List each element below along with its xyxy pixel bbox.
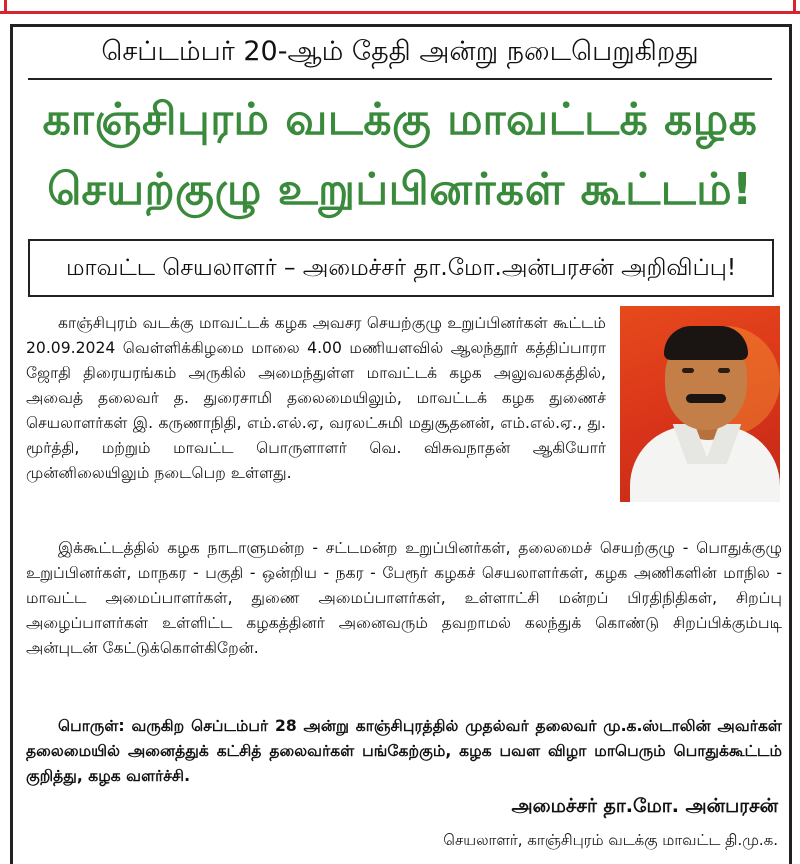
body-paragraph-2: இக்கூட்டத்தில் கழக நாடாளுமன்ற - சட்டமன்ற உறுப்பினர்கள், தலைமைச் செயற்குழு - பொதுக்குழு உறுப்பினர்கள், மாநகர - பகுதி - ஒன்றிய - நகர - பேரூர் கழகச் செயலாளர்கள், கழக அணிகளின் மாநில - மாவட்ட அமைப்பாளர்கள், துணை அமைப்பாளர்கள், உள்ளாட்சி மன்றப் பிரதிநிதிகள், சிறப்பு அழைப்பாளர்கள் உள்ளிட்ட கழகத்தினர் அனைவரும் தவறாமல் கலந்துக் கொண்டு சிறப்பிக்கும்படி அன்புடன் கேட்டுக்கொள்கிறேன். bbox=[26, 539, 782, 657]
kicker-divider bbox=[28, 78, 772, 80]
agenda-text: வருகிற செப்டம்பர் 28 அன்று காஞ்சிபுரத்தில் முதல்வர் தலைவர் மு.க.ஸ்டாலின் அவர்கள் தலைமையில் அனைத்துக் கட்சித் தலைவர்கள் பங்கேற்கும், கழக பவள விழா மாபெரும் பொதுக்கூட்டம் குறித்து, கழக வளர்ச்சி. bbox=[26, 717, 783, 785]
body-paragraph-1: காஞ்சிபுரம் வடக்கு மாவட்டக் கழக அவசர செயற்குழு உறுப்பினர்கள் கூட்டம் 20.09.2024 வெள்ளிக்கிழமை மாலை 4.00 மணியளவில் ஆலந்தூர் கத்திப்பாரா ஜோதி திரையரங்கம் அருகில் அமைந்துள்ள மாவட்டக் கழக அலுவலகத்தில், அவைத் தலைவர் த. துரைசாமி தலைமையிலும், மாவட்டக் கழக துணைச் செயலாளர்கள் இ. கருணாநிதி, எம்.எல்.ஏ, வரலட்சுமி மதுசூதனன், எம்.எல்.ஏ., து. மூர்த்தி, மற்றும் மாவட்ட பொருளாளர் வெ. விசுவநாதன் ஆகியோர் முன்னிலையிலும் நடைபெற உள்ளது. bbox=[26, 314, 606, 482]
agenda-paragraph bbox=[26, 714, 782, 789]
signature-name: அமைச்சர் தா.மோ. அன்பரசன் bbox=[511, 795, 778, 817]
photo-eye-left bbox=[682, 368, 694, 373]
photo-moustache bbox=[686, 394, 726, 403]
signature-designation: செயலாளர், காஞ்சிபுரம் வடக்கு மாவட்ட தி.மு.க. bbox=[443, 831, 778, 849]
article-kicker: செப்டம்பர் 20-ஆம் தேதி அன்று நடைபெறுகிறது bbox=[101, 36, 699, 67]
headline-line-2: செயற்குழு உறுப்பினர்கள் கூட்டம்! bbox=[47, 164, 753, 215]
photo-hair bbox=[664, 326, 748, 360]
top-border-strip bbox=[0, 0, 800, 14]
headline-line-1: காஞ்சிபுரம் வடக்கு மாவட்டக் கழக bbox=[42, 94, 758, 145]
portrait-photo bbox=[620, 306, 780, 502]
agenda-label: பொருள்: bbox=[58, 717, 125, 735]
subheading-text: மாவட்ட செயலாளர் – அமைச்சர் தா.மோ.அன்பரசன் அறிவிப்பு! bbox=[65, 255, 737, 281]
photo-eye-right bbox=[718, 368, 730, 373]
subheading-box bbox=[28, 239, 774, 297]
